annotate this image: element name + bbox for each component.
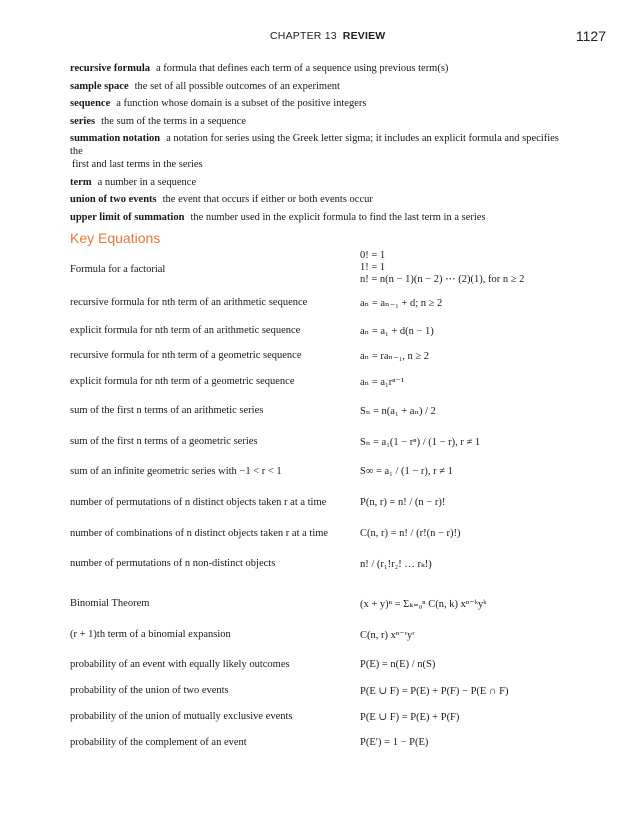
- key-equations-heading: Key Equations: [70, 230, 161, 246]
- glossary-entry: [70, 176, 570, 189]
- equation-formula: (x + y)ⁿ = Σₖ₌₀ⁿ C(n, k) xⁿ⁻ᵏyᵏ: [360, 599, 487, 610]
- glossary-term: sequence: [70, 98, 111, 109]
- glossary-entry: [70, 97, 570, 110]
- chapter-label: CHAPTER 13: [270, 30, 337, 42]
- equation-formula: P(E′) = 1 − P(E): [360, 737, 429, 748]
- glossary-definition: a formula that defines each term of a sequence using previous term(s): [156, 63, 449, 74]
- equation-label: sum of the first n terms of an arithmetic series: [70, 405, 264, 416]
- equation-label: (r + 1)th term of a binomial expansion: [70, 629, 231, 640]
- equation-label: sum of the first n terms of a geometric series: [70, 436, 258, 447]
- equation-label: probability of the complement of an event: [70, 737, 247, 748]
- page-number: 1127: [575, 28, 606, 44]
- equation-label: recursive formula for nth term of a geometric sequence: [70, 350, 302, 361]
- factorial-line-3: n! = n(n − 1)(n − 2) ⋯ (2)(1), for n ≥ 2: [360, 274, 525, 285]
- glossary-definition: the event that occurs if either or both events occur: [162, 194, 373, 205]
- equation-label: sum of an infinite geometric series with −1 < r < 1: [70, 466, 282, 477]
- glossary-definition: a function whose domain is a subset of the positive integers: [116, 98, 367, 109]
- equation-label: number of permutations of n non-distinct objects: [70, 558, 276, 569]
- equation-label: number of permutations of n distinct objects taken r at a time: [70, 497, 327, 508]
- glossary-entry: [70, 62, 570, 75]
- equation-formula: Sₙ = a₁(1 − rⁿ) / (1 − r), r ≠ 1: [360, 437, 481, 448]
- glossary-term: term: [70, 176, 92, 188]
- equation-formula: aₙ = raₙ₋₁, n ≥ 2: [360, 351, 430, 362]
- equation-formula: [360, 250, 524, 286]
- section-label: REVIEW: [342, 30, 386, 42]
- glossary-entry: [70, 211, 570, 224]
- equation-label: number of combinations of n distinct objects taken r at a time: [70, 528, 329, 539]
- glossary-entry: [70, 80, 570, 93]
- equation-label: Binomial Theorem: [70, 598, 150, 609]
- glossary-definition: the sum of the terms in a sequence: [101, 115, 246, 127]
- equation-label: explicit formula for nth term of a geometric sequence: [70, 376, 295, 387]
- equation-label: probability of the union of mutually exclusive events: [70, 711, 293, 722]
- running-head: [270, 30, 385, 42]
- equation-formula: C(n, r) xⁿ⁻ʳyʳ: [360, 630, 415, 641]
- glossary-term: summation notation: [70, 133, 161, 144]
- factorial-line-2: 1! = 1: [360, 262, 386, 273]
- factorial-line-1: 0! = 1: [360, 250, 386, 261]
- equation-formula: P(n, r) = n! / (n − r)!: [360, 497, 446, 508]
- glossary-term: union of two events: [70, 194, 157, 205]
- glossary-entry: [70, 115, 570, 128]
- glossary-term: sample space: [70, 80, 129, 92]
- equation-label: recursive formula for nth term of an arithmetic sequence: [70, 297, 308, 308]
- equation-formula: aₙ = a₁ + d(n − 1): [360, 326, 434, 337]
- equation-formula: P(E) = n(E) / n(S): [360, 659, 436, 670]
- glossary-definition-continued: first and last terms in the series: [72, 159, 203, 170]
- equation-formula: C(n, r) = n! / (r!(n − r)!): [360, 528, 461, 539]
- glossary-list: [70, 62, 570, 228]
- equation-formula: S∞ = a₁ / (1 − r), r ≠ 1: [360, 466, 453, 477]
- equation-formula: Sₙ = n(a₁ + aₙ) / 2: [360, 406, 436, 417]
- equation-label: explicit formula for nth term of an arithmetic sequence: [70, 325, 301, 336]
- glossary-definition: a number in a sequence: [97, 176, 197, 188]
- glossary-term: upper limit of summation: [70, 211, 185, 223]
- equation-row-factorial: [70, 250, 600, 292]
- glossary-definition: a notation for series using the Greek letter sigma; it includes an explicit formula and specifies the: [70, 133, 559, 157]
- equation-formula: P(E ∪ F) = P(E) + P(F) − P(E ∩ F): [360, 686, 509, 697]
- equation-formula: aₙ = a₁rⁿ⁻¹: [360, 377, 405, 388]
- page-header: [0, 30, 630, 50]
- glossary-definition: the set of all possible outcomes of an experiment: [134, 80, 340, 92]
- equation-formula: P(E ∪ F) = P(E) + P(F): [360, 712, 460, 723]
- equation-label: probability of an event with equally likely outcomes: [70, 659, 290, 670]
- equation-label: probability of the union of two events: [70, 685, 229, 696]
- equation-formula: n! / (r₁!r₂! … rₖ!): [360, 559, 432, 570]
- glossary-definition: the number used in the explicit formula to find the last term in a series: [190, 211, 486, 223]
- glossary-entry: [70, 193, 570, 206]
- glossary-term: recursive formula: [70, 63, 150, 74]
- glossary-entry: [70, 132, 570, 171]
- equation-label: Formula for a factorial: [70, 264, 166, 275]
- glossary-term: series: [70, 115, 96, 127]
- equation-formula: aₙ = aₙ₋₁ + d; n ≥ 2: [360, 298, 443, 309]
